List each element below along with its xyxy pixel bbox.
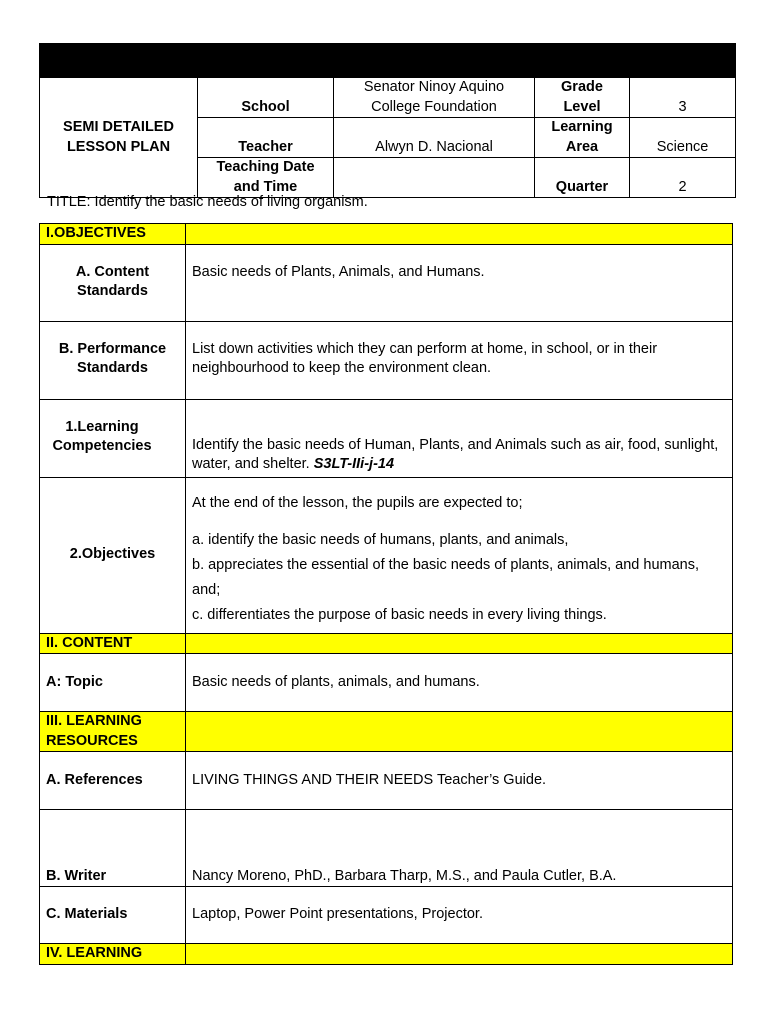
lesson-plan-body-table bbox=[39, 223, 733, 965]
topic-row bbox=[40, 654, 733, 712]
content-standards-value: Basic needs of Plants, Animals, and Humans. bbox=[186, 244, 733, 321]
learning-competencies-label bbox=[40, 399, 186, 477]
lesson-plan-header-table bbox=[39, 43, 736, 198]
grade-level-value: 3 bbox=[630, 78, 736, 118]
quarter-value: 2 bbox=[630, 158, 736, 198]
school-label: School bbox=[198, 78, 334, 118]
objective-c: c. differentiates the purpose of basic needs in every living things. bbox=[192, 606, 607, 623]
performance-standards-label: B. Performance Standards bbox=[40, 321, 186, 399]
content-heading: II. CONTENT bbox=[40, 633, 186, 654]
competency-code: S3LT-IIi-j-14 bbox=[313, 456, 395, 472]
teacher-value: Alwyn D. Nacional bbox=[334, 118, 535, 158]
references-value: LIVING THINGS AND THEIR NEEDS Teacher’s Guide. bbox=[186, 752, 733, 810]
doc-type-label: SEMI DETAILED LESSON PLAN bbox=[40, 78, 198, 198]
learning-area-label: Learning Area bbox=[535, 118, 630, 158]
teaching-date-label: Teaching Date and Time bbox=[198, 158, 334, 198]
teaching-date-value bbox=[334, 158, 535, 198]
learning-area-value: Science bbox=[630, 118, 736, 158]
objectives-intro: At the end of the lesson, the pupils are expected to; bbox=[192, 494, 523, 511]
header-black-bar bbox=[40, 44, 736, 78]
grade-level-label: Grade Level bbox=[535, 78, 630, 118]
section-row-resources bbox=[40, 712, 733, 752]
materials-label: C. Materials bbox=[40, 887, 186, 944]
lesson-title: TITLE: Identify the basic needs of living organism. bbox=[47, 194, 368, 210]
content-standards-row bbox=[40, 244, 733, 321]
learning-competencies-row bbox=[40, 399, 733, 477]
learning-competencies-label-text: 1.Learning Competencies bbox=[52, 418, 152, 454]
topic-label: A: Topic bbox=[40, 654, 186, 712]
performance-standards-value: List down activities which they can perform at home, in school, or in their neighbourhood to keep the environment clean. bbox=[186, 321, 733, 399]
section-row-content bbox=[40, 633, 733, 654]
objective-a: a. identify the basic needs of humans, plants, and animals, bbox=[192, 531, 569, 548]
quarter-label: Quarter bbox=[535, 158, 630, 198]
materials-row bbox=[40, 887, 733, 944]
section-row-objectives bbox=[40, 224, 733, 245]
school-value: Senator Ninoy Aquino College Foundation bbox=[334, 78, 535, 118]
competencies-text: Identify the basic needs of Human, Plants, and Animals such as air, food, sunlight, water, and shelter. bbox=[192, 436, 719, 472]
materials-value: Laptop, Power Point presentations, Projector. bbox=[186, 887, 733, 944]
objective-b: b. appreciates the essential of the basic needs of plants, animals, and humans, and; bbox=[192, 556, 700, 598]
objectives-list bbox=[186, 477, 733, 633]
learning-heading: IV. LEARNING bbox=[40, 944, 186, 965]
learning-competencies-value bbox=[186, 399, 733, 477]
resources-heading: III. LEARNING RESOURCES bbox=[40, 712, 186, 752]
topic-value: Basic needs of plants, animals, and humans. bbox=[186, 654, 733, 712]
writer-value: Nancy Moreno, PhD., Barbara Tharp, M.S., and Paula Cutler, B.A. bbox=[186, 810, 733, 887]
performance-standards-row bbox=[40, 321, 733, 399]
content-standards-label: A. Content Standards bbox=[40, 244, 186, 321]
references-label: A. References bbox=[40, 752, 186, 810]
teacher-label: Teacher bbox=[198, 118, 334, 158]
section-row-learning bbox=[40, 944, 733, 965]
objectives-row bbox=[40, 477, 733, 633]
writer-label: B. Writer bbox=[40, 810, 186, 887]
references-row bbox=[40, 752, 733, 810]
objectives-heading: I.OBJECTIVES bbox=[40, 224, 186, 245]
writer-row bbox=[40, 810, 733, 887]
objectives-label: 2.Objectives bbox=[40, 477, 186, 633]
